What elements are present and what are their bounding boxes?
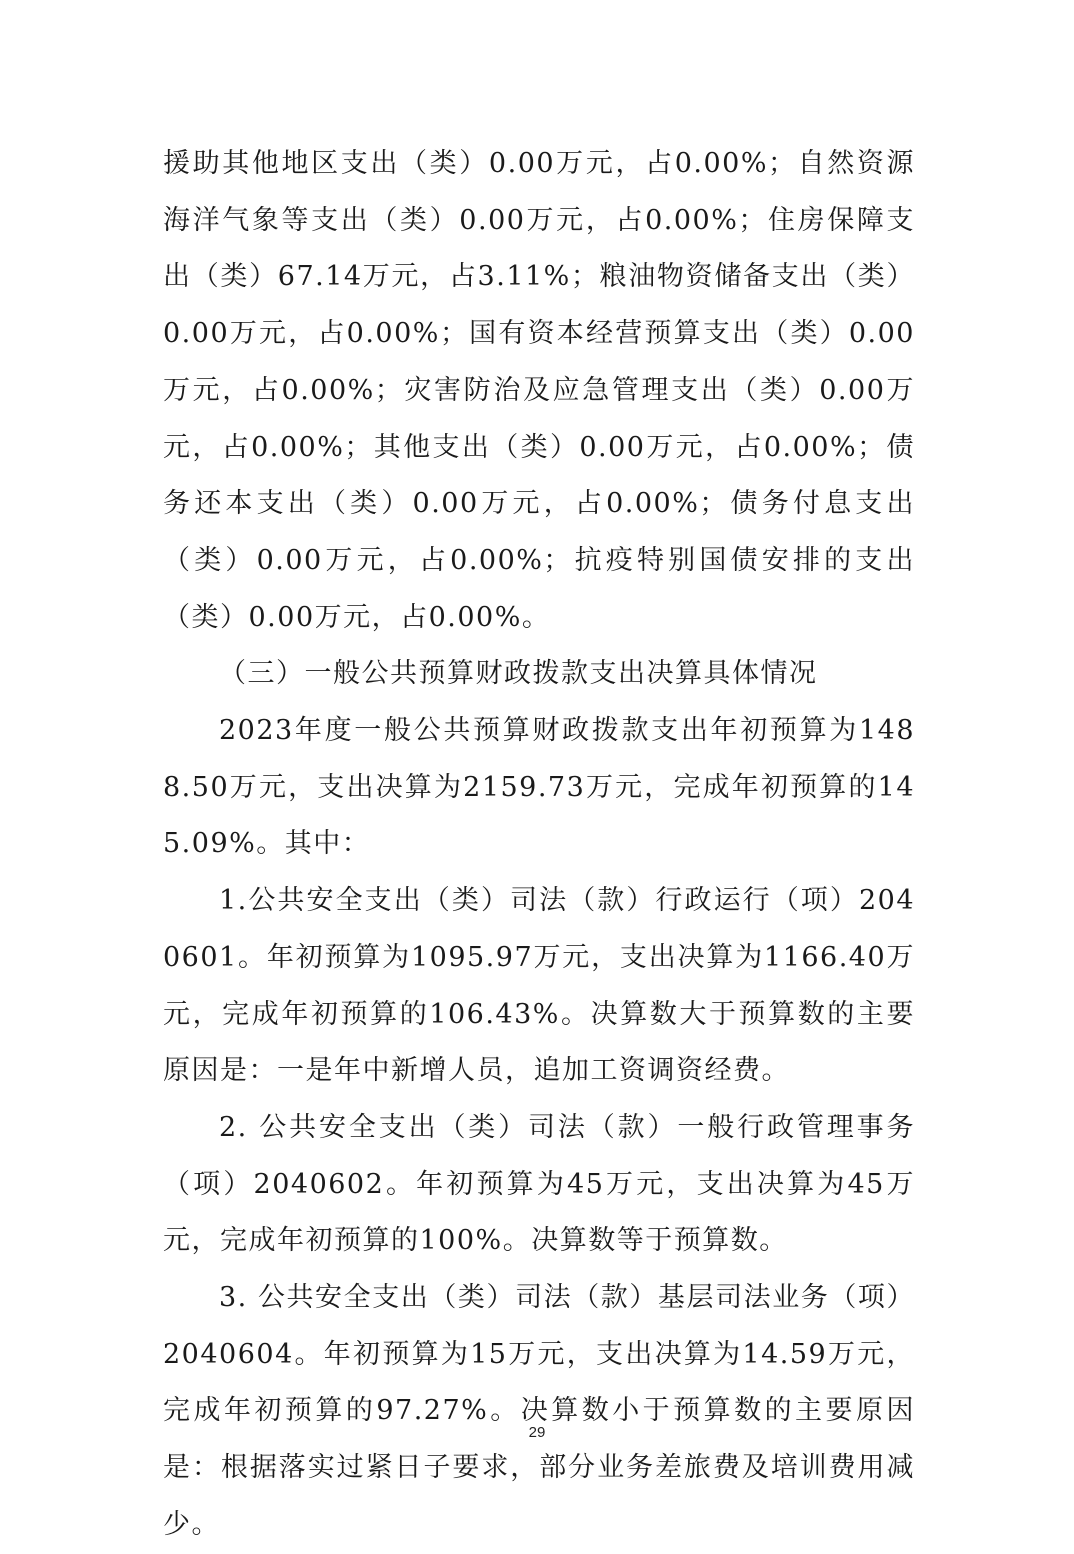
paragraph-expenditure-categories: 援助其他地区支出（类）0.00万元，占0.00%；自然资源海洋气象等支出（类）0.00万元，占0.00%；住房保障支出（类）67.14万元，占3.11%；粮油物资储备支出（类）0.00万元，占0.00%；国有资本经营预算支出（类）0.00万元，占0.00%；灾害防治及应急管理支出（类）0.00万元，占0.00%；其他支出（类）0.00万元，占0.00%；债务还本支出（类）0.00万元，占0.00%；债务付息支出（类）0.00万元，占0.00%；抗疫特别国债安排的支出（类）0.00万元，占0.00%。 — [163, 148, 915, 633]
section-heading-general-budget-details: （三）一般公共预算财政拨款支出决算具体情况 — [219, 658, 818, 690]
page-number: 29 — [528, 1424, 546, 1441]
paragraph-annual-summary: 2023年度一般公共预算财政拨款支出年初预算为1488.50万元，支出决算为2159.73万元，完成年初预算的145.09%。其中： — [163, 715, 915, 860]
paragraph-item-3-grassroots-judicial: 3. 公共安全支出（类）司法（款）基层司法业务（项）2040604。年初预算为15万元，支出决算为14.59万元，完成年初预算的97.27%。决算数小于预算数的主要原因是：根据落实过紧日子要求，部分业务差旅费及培训费用减少。 — [163, 1282, 915, 1540]
paragraph-item-2-general-administration: 2. 公共安全支出（类）司法（款）一般行政管理事务（项）2040602。年初预算为45万元，支出决算为45万元，完成年初预算的100%。决算数等于预算数。 — [163, 1111, 915, 1257]
page-content — [163, 136, 915, 1554]
paragraph-item-1-administrative-operation: 1.公共安全支出（类）司法（款）行政运行（项）2040601。年初预算为1095.97万元，支出决算为1166.40万元，完成年初预算的106.43%。决算数大于预算数的主要原因是：一是年中新增人员，追加工资调资经费。 — [163, 885, 915, 1087]
